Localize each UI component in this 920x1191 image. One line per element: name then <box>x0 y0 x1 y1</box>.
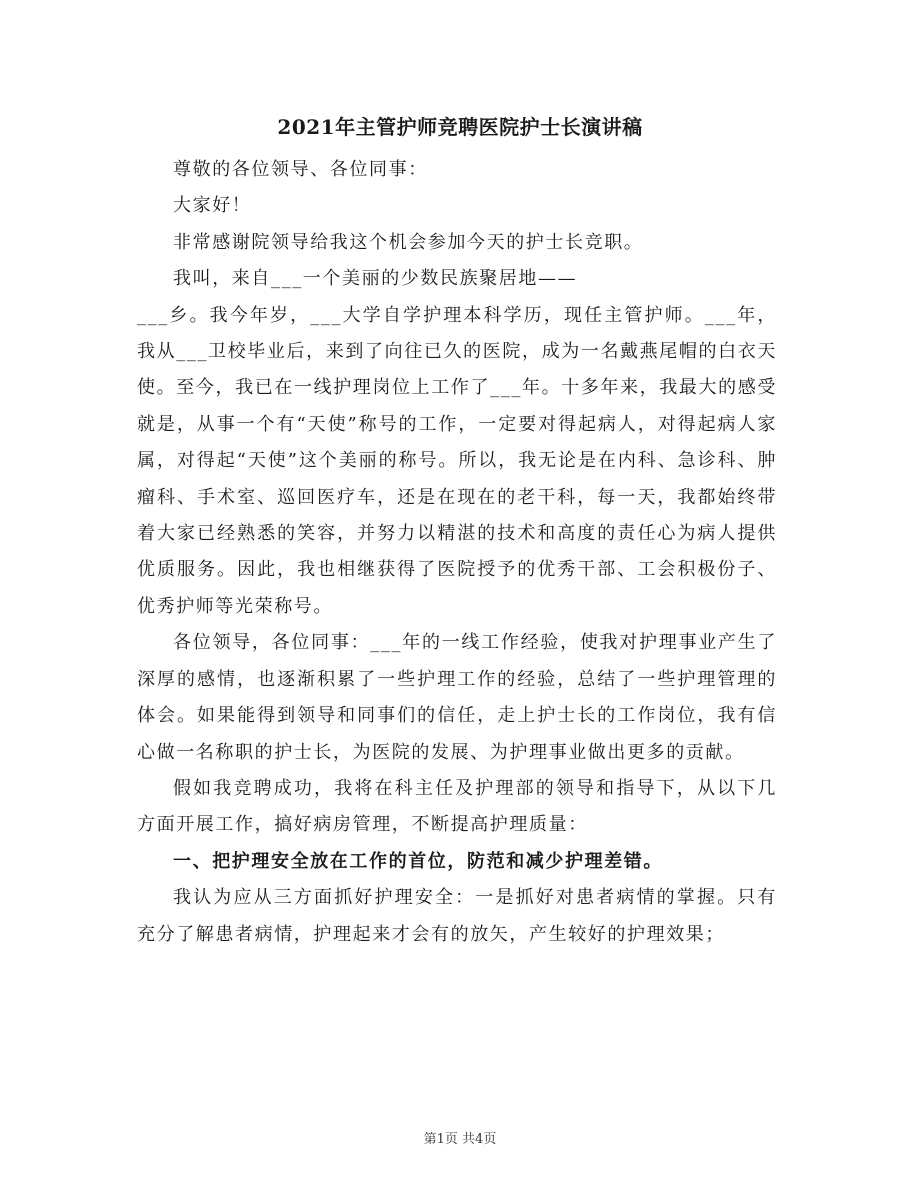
section-heading-1: 一、把护理安全放在工作的首位，防范和减少护理差错。 <box>173 850 663 872</box>
document-title: 2021年主管护师竞聘医院护士长演讲稿 <box>277 115 643 139</box>
paragraph-thanks: 非常感谢院领导给我这个机会参加今天的护士长竞职。 <box>173 231 644 253</box>
salutation: 尊敬的各位领导、各位同事： <box>173 159 428 180</box>
paragraph-plan: 假如我竞聘成功，我将在科主任及护理部的领导和指导下，从以下几方面开展工作，搞好病房管理，不断提高护理质量： <box>137 777 777 836</box>
paragraph-commitment: 各位领导，各位同事：___年的一线工作经验，使我对护理事业产生了深厚的感情，也逐渐积累了一些护理工作的经验，总结了一些护理管理的体会。如果能得到领导和同事们的信任，走上护士长的工作岗位，我有信心做一名称职的护士长，为医院的发展、为护理事业做出更多的贡献。 <box>137 632 777 763</box>
paragraph-intro: 我叫，来自___一个美丽的少数民族聚居地—— <box>173 268 578 290</box>
greeting: 大家好！ <box>173 195 252 217</box>
document-body <box>137 152 777 953</box>
paragraph-safety: 我认为应从三方面抓好护理安全：一是抓好对患者病情的掌握。只有充分了解患者病情，护理起来才会有的放矢，产生较好的护理效果； <box>137 887 777 945</box>
page-number-footer: 第1页 共4页 <box>423 1132 497 1147</box>
paragraph-experience: ___乡。我今年岁，___大学自学护理本科学历，现任主管护师。___年，我从___卫校毕业后，来到了向往已久的医院，成为一名戴燕尾帽的白衣天使。至今，我已在一线护理岗位上工作了___年。十多年来，我最大的感受就是，从事一个有“天使”称号的工作，一定要对得起病人，对得起病人家属，对得起“天使”这个美丽的称号。所以，我无论是在内科、急诊科、肿瘤科、手术室、巡回医疗车，还是在现在的老干科，每一天，我都始终带着大家已经熟悉的笑容，并努力以精湛的技术和高度的责任心为病人提供优质服务。因此，我也相继获得了医院授予的优秀干部、工会积极份子、优秀护师等光荣称号。 <box>137 304 777 617</box>
